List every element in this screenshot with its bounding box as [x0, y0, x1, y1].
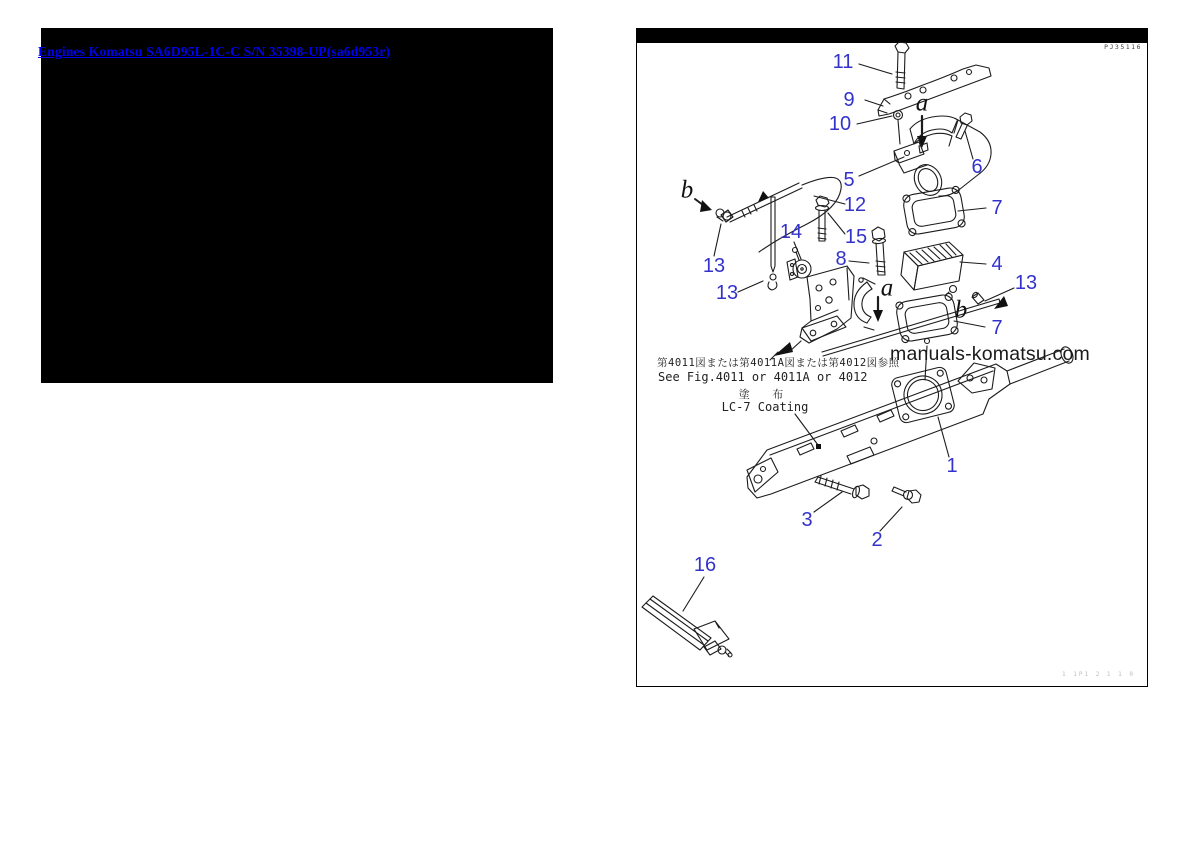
callout-7: 7: [991, 317, 1003, 339]
diagram-panel: [636, 28, 1148, 687]
part-11-bolt: [895, 42, 909, 89]
callout-6: 6: [971, 156, 983, 178]
callout-11: 11: [832, 51, 854, 73]
left-black-panel: [41, 28, 553, 383]
part-4-block: [901, 242, 963, 296]
part-9-bracket: [878, 65, 991, 116]
leader-lines: [680, 64, 1014, 611]
watermark: manuals-komatsu.com: [890, 343, 1090, 365]
callout-4: 4: [991, 253, 1003, 275]
callout-a: a: [880, 274, 894, 302]
coating-note-jp: 塗 布: [738, 388, 792, 401]
callout-15: 15: [844, 226, 868, 248]
part-10-washer: [894, 111, 903, 145]
coating-note-en: LC-7 Coating: [721, 400, 809, 414]
curved-pipe: [854, 278, 875, 330]
assembly-arrow-b-top: [695, 199, 731, 221]
callout-9: 9: [843, 89, 855, 111]
callout-10: 10: [828, 113, 852, 135]
callout-13: 13: [1014, 272, 1038, 294]
part-7-gasket-upper: [902, 186, 966, 236]
callout-2: 2: [871, 529, 883, 551]
callout-3: 3: [801, 509, 813, 531]
doc-link[interactable]: Engines Komatsu SA6D95L-1C-C S/N 35398-UP(sa6d953r): [38, 44, 391, 59]
callout-5: 5: [843, 169, 855, 191]
callout-13: 13: [702, 255, 726, 277]
reference-note-en: See Fig.4011 or 4011A or 4012: [658, 370, 868, 384]
callout-8: 8: [835, 248, 847, 270]
callout-b: b: [954, 296, 968, 324]
callout-7: 7: [991, 197, 1003, 219]
part-8-bolt: [872, 227, 886, 275]
callout-b: b: [680, 176, 694, 204]
reference-note-jp: 第4011図または第4011A図または第4012図参照: [657, 357, 900, 369]
part-7-gasket-lower: [895, 293, 959, 380]
callout-14: 14: [779, 221, 803, 243]
callout-1: 1: [946, 455, 958, 477]
footer-code: 1 1P1 2 1 1 0: [1062, 671, 1135, 678]
figure-code: PJ35116: [1104, 43, 1142, 51]
callout-16: 16: [693, 554, 717, 576]
callout-a: a: [915, 89, 929, 117]
part-2-bolt: [892, 487, 921, 503]
callout-12: 12: [843, 194, 867, 216]
part-14-valve: [787, 248, 811, 281]
callout-13: 13: [715, 282, 739, 304]
part-3-bolt: [815, 476, 869, 499]
